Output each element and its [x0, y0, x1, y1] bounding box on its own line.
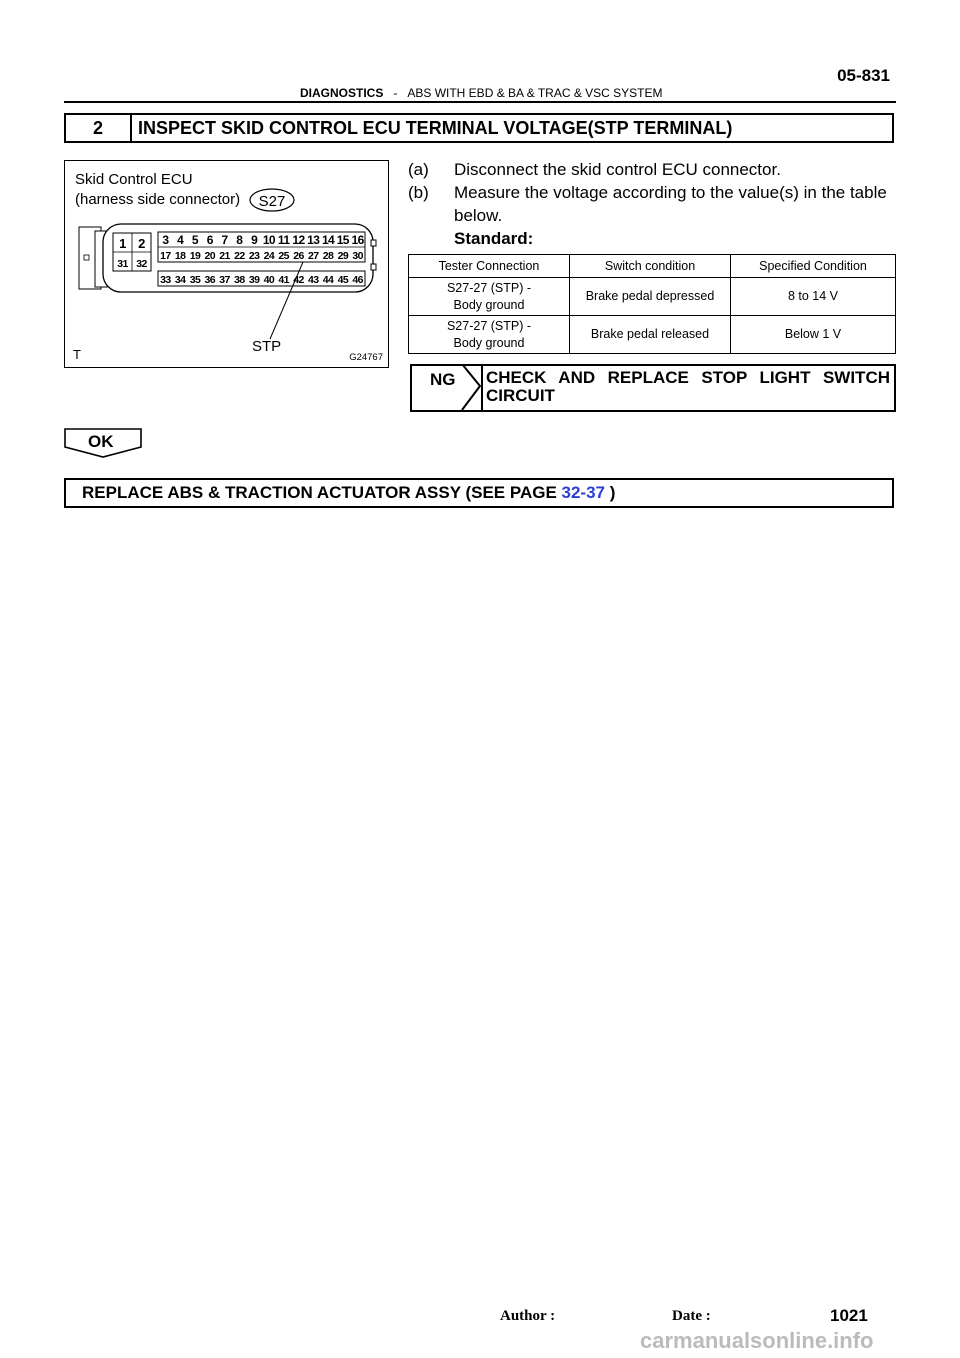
pin-label: 6	[206, 233, 213, 247]
pin-label: 45	[337, 274, 349, 286]
pin-label: 10	[262, 233, 275, 247]
pin-label: 28	[322, 250, 334, 262]
pin-label: 20	[204, 250, 215, 262]
pin-label: 34	[174, 274, 186, 286]
table-cell-connection	[409, 316, 570, 354]
table-cell-spec: Below 1 V	[731, 316, 896, 354]
pin-label: 31	[117, 258, 128, 270]
table-row	[409, 316, 896, 354]
table-row	[409, 278, 896, 316]
pin-label: 32	[136, 258, 147, 270]
figure-label-line2: (harness side connector)	[75, 191, 241, 208]
author-label: Author :	[500, 1308, 556, 1324]
pin-label: 39	[248, 274, 260, 286]
ng-arrow-chevron	[462, 364, 480, 410]
step-title: INSPECT SKID CONTROL ECU TERMINAL VOLTAGE(STP TERMINAL)	[138, 118, 733, 138]
connector-id: S27	[258, 193, 286, 210]
ok-box	[64, 428, 144, 465]
pin-label: 35	[189, 274, 201, 286]
table-header: Specified Condition	[731, 255, 896, 278]
pin-label: 14	[321, 233, 335, 247]
pin-label: 11	[277, 233, 290, 247]
pin-label: 12	[292, 233, 305, 247]
connection-line1: S27-27 (STP) -	[446, 318, 532, 333]
instruction-b-marker: (b)	[408, 183, 429, 202]
figure-code: G24767	[349, 352, 383, 363]
final-action-close: )	[609, 483, 616, 502]
pin-label: 5	[191, 233, 199, 247]
instruction-a-text: Disconnect the skid control ECU connector.	[454, 160, 781, 179]
pin-label: 3	[162, 233, 169, 247]
pin-label: 7	[221, 233, 228, 247]
ng-action-line2: CIRCUIT	[486, 386, 555, 405]
pin-label: 23	[248, 250, 260, 262]
pin-label: 2	[138, 236, 145, 251]
header-separator: -	[393, 86, 398, 100]
pin-label: 27	[308, 250, 319, 262]
section-name: DIAGNOSTICS	[300, 86, 384, 100]
pin-label: 25	[278, 250, 289, 262]
pin-label: 44	[322, 274, 334, 286]
pin-label: 21	[219, 250, 230, 262]
figure-label-line1: Skid Control ECU	[75, 171, 193, 188]
spec-table	[408, 254, 896, 354]
connection-line2: Body ground	[453, 335, 525, 350]
page-code: 05-831	[837, 66, 890, 85]
pin-label: 29	[337, 250, 349, 262]
ok-label: OK	[88, 432, 114, 451]
table-cell-condition: Brake pedal released	[570, 316, 731, 354]
page-number: 1021	[830, 1306, 868, 1325]
terminal-label: STP	[252, 338, 282, 355]
connector-tab-top	[371, 240, 376, 246]
table-header: Switch condition	[570, 255, 731, 278]
pin-label: 16	[351, 233, 364, 247]
ng-box	[410, 364, 896, 412]
pin-label: 1	[119, 236, 126, 251]
connector-figure	[64, 160, 389, 368]
pin-label: 38	[234, 274, 245, 286]
pin-label: 8	[236, 233, 243, 247]
instruction-a-marker: (a)	[408, 160, 429, 179]
pin-label: 26	[293, 250, 304, 262]
ng-label: NG	[430, 370, 456, 389]
pin-label: 19	[189, 250, 201, 262]
header-title	[300, 86, 860, 100]
pin-label: 4	[177, 233, 184, 247]
connector-notch	[84, 255, 89, 260]
final-action-text: REPLACE ABS & TRACTION ACTUATOR ASSY (SEE PAGE	[82, 483, 557, 502]
table-header: Tester Connection	[409, 255, 570, 278]
pin-label: 22	[234, 250, 245, 262]
standard-label: Standard:	[454, 229, 534, 248]
pin-label: 17	[160, 250, 171, 262]
connector-tab-bottom	[371, 264, 376, 270]
pin-label: 30	[352, 250, 363, 262]
connector-diagram	[65, 161, 387, 366]
table-cell-connection	[409, 278, 570, 316]
pin-label: 43	[308, 274, 319, 286]
page-link[interactable]: 32-37	[561, 483, 605, 502]
pin-label: 15	[336, 233, 349, 247]
watermark: carmanualsonline.info	[640, 1328, 874, 1353]
pin-label: 18	[174, 250, 186, 262]
instruction-b-cont: below.	[454, 206, 503, 225]
instruction-b	[408, 181, 887, 204]
final-action-box	[64, 478, 894, 508]
system-name: ABS WITH EBD & BA & TRAC & VSC SYSTEM	[407, 86, 663, 100]
pin-label: 42	[293, 274, 304, 286]
pin-label: 24	[263, 250, 275, 262]
pin-label: 9	[251, 233, 258, 247]
final-action	[82, 480, 615, 506]
table-cell-condition: Brake pedal depressed	[570, 278, 731, 316]
pin-label: 46	[352, 274, 363, 286]
date-label: Date :	[672, 1308, 711, 1324]
header-rule	[64, 101, 896, 103]
step-number: 2	[66, 115, 132, 141]
pin-label: 36	[204, 274, 215, 286]
table-header-row	[409, 255, 896, 278]
ng-action-line1: CHECK AND REPLACE STOP LIGHT SWITCH	[486, 368, 890, 387]
table-cell-spec: 8 to 14 V	[731, 278, 896, 316]
pin-label: 33	[160, 274, 171, 286]
pin-label: 37	[219, 274, 230, 286]
step-box	[64, 113, 894, 143]
pin-label: 13	[307, 233, 320, 247]
corner-mark: T	[73, 347, 81, 362]
pin-label: 41	[278, 274, 289, 286]
instruction-b-text: Measure the voltage according to the value(s) in the table	[454, 183, 887, 202]
connection-line2: Body ground	[453, 297, 525, 312]
instruction-a	[408, 158, 781, 181]
pin-label: 40	[263, 274, 275, 286]
connection-line1: S27-27 (STP) -	[446, 280, 532, 295]
